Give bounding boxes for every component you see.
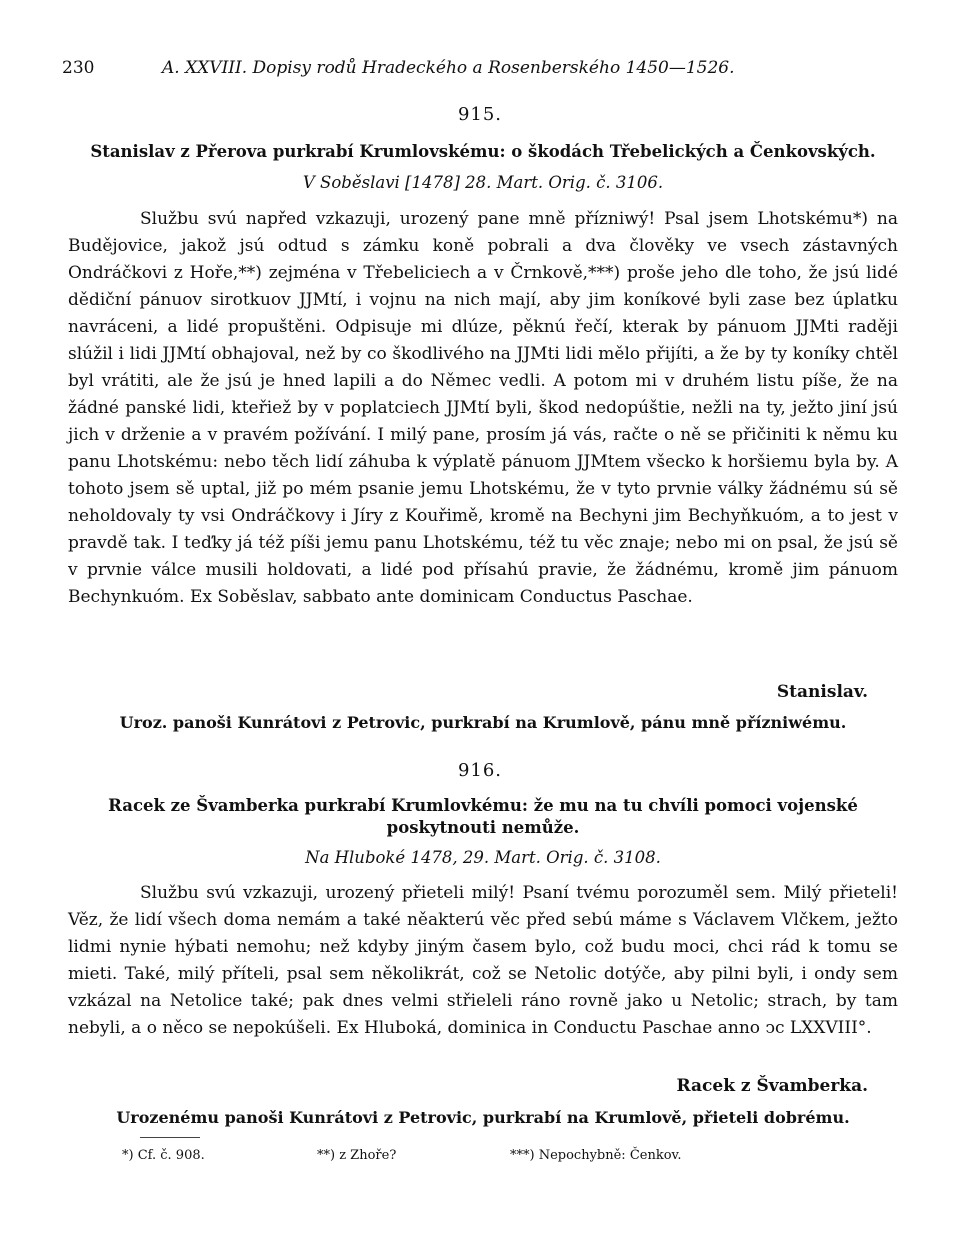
letter-address: Uroz. panoši Kunrátovi z Petrovic, purkrabí na Krumlově, pánu mně přízniwému. [119, 713, 847, 732]
letter-number: 915. [457, 104, 503, 125]
letter-title: Racek ze Švamberka purkrabí Krumlovkému: že mu na tu chvíli pomoci vojenské poskytnouti nemůže. [108, 796, 858, 837]
footnotes [122, 1148, 722, 1170]
footnote: ***) Nepochybně: Čenkov. [510, 1148, 682, 1163]
letter-signature: Racek z Švamberka. [676, 1076, 868, 1096]
letter-body [68, 880, 898, 1042]
letter-paragraph: Službu svú vzkazuji, urozený přieteli milý! Psaní tvému porozuměl sem. Milý přieteli! Věz, že lidí všech doma nemám a také něakterú věc před sebú máme s Václavem Vlčkem, ježto lidmi nynie hýbati nemohu; než kdyby jiným časem bylo, což budu moci, chci rád k tomu se mieti. Také, milý příteli, psal sem několikrát, což se Netolic dotýče, aby pilni byli, i ondy sem vzkázal na Netolice také; pak dnes velmi střieleli ráno rovně jako u Netolic; strach, by tam nebyli, a o něco se nepokúšeli. Ex Hluboká, dominica in Conductu Paschae anno ↄc LXXVIII°. [68, 883, 898, 1038]
letter-address: Urozenému panoši Kunrátovi z Petrovic, purkrabí na Krumlově, přieteli dobrému. [116, 1108, 850, 1127]
letter-dateline: V Soběslavi [1478] 28. Mart. Orig. č. 3106. [302, 173, 664, 192]
running-header [62, 58, 896, 84]
letter-dateline: Na Hluboké 1478, 29. Mart. Orig. č. 3108. [305, 848, 661, 867]
footnote: *) Cf. č. 908. [122, 1148, 205, 1163]
letter-signature: Stanislav. [776, 682, 868, 702]
letter-body [68, 206, 898, 611]
footnote-rule [140, 1137, 200, 1138]
page-number: 230 [62, 58, 95, 78]
running-title: A. XXVIII. Dopisy rodů Hradeckého a Rosenberského 1450—1526. [162, 58, 735, 78]
letter-title: Stanislav z Přerova purkrabí Krumlovskému: o škodách Třebelických a Čenkovských. [90, 142, 876, 161]
letter-number: 916. [457, 760, 503, 781]
letter-paragraph: Službu svú napřed vzkazuji, urozený pane mně přízniwý! Psal jsem Lhotskému*) na Budějovice, jakož jsú odtud s zámku koně pobrali a dva člověky ve vsech zástavných Ondráčkovi z Hoře,**) zejména v Třebeliciech a v Črnkově,***) proše jeho dle toho, že jsú lidé dědiční pánuov sirotkuov JJMtí, i vojnu na nich mají, aby jim koníkové byli zase bez úplatku navráceni, a lidé propuštěni. Odpisuje mi dlúze, pěknú řečí, kterak by pánuom JJMti raději slúžil i lidi JJMtí obhajoval, než by co škodlivého na JJMti lidi mělo přijíti, a že by ty koníky chtěl byl vrátiti, ale že jsú je hned lapili a do Němec vedli. A potom mi v druhém listu píše, že na žádné panské lidi, kteřiež by v poplatciech JJMtí byli, škod nedopúštie, nežli na ty, ježto jiní jsú jich v drženie a v pravém požívání. I milý pane, prosím já vás, račte o ně se přičiniti k němu ku panu Lhotskému: nebo těch lidí záhuba k výplatě pánuom JJMtem všecko k horšiemu byla by. A tohoto jsem sě uptal, již po mém psanie jemu Lhotskému, že v tyto prvnie války žádnému sú sě neholdovaly ty vsi Ondráčkovy i Jíry z Kouřimě, kromě na Bechyni jim Bechyňkuóm, a to jest v pravdě tak. I teďky já též píši jemu panu Lhotskému, též tu věc znaje; nebo mi on psal, že jsú sě v prvnie válce musili holdovati, a lidé pod přísahú pravie, že žádnému, kromě jim pánuom Bechynkuóm. Ex Soběslav, sabbato ante dominicam Conductus Paschae. [68, 209, 898, 607]
footnote: **) z Zhoře? [317, 1148, 397, 1163]
